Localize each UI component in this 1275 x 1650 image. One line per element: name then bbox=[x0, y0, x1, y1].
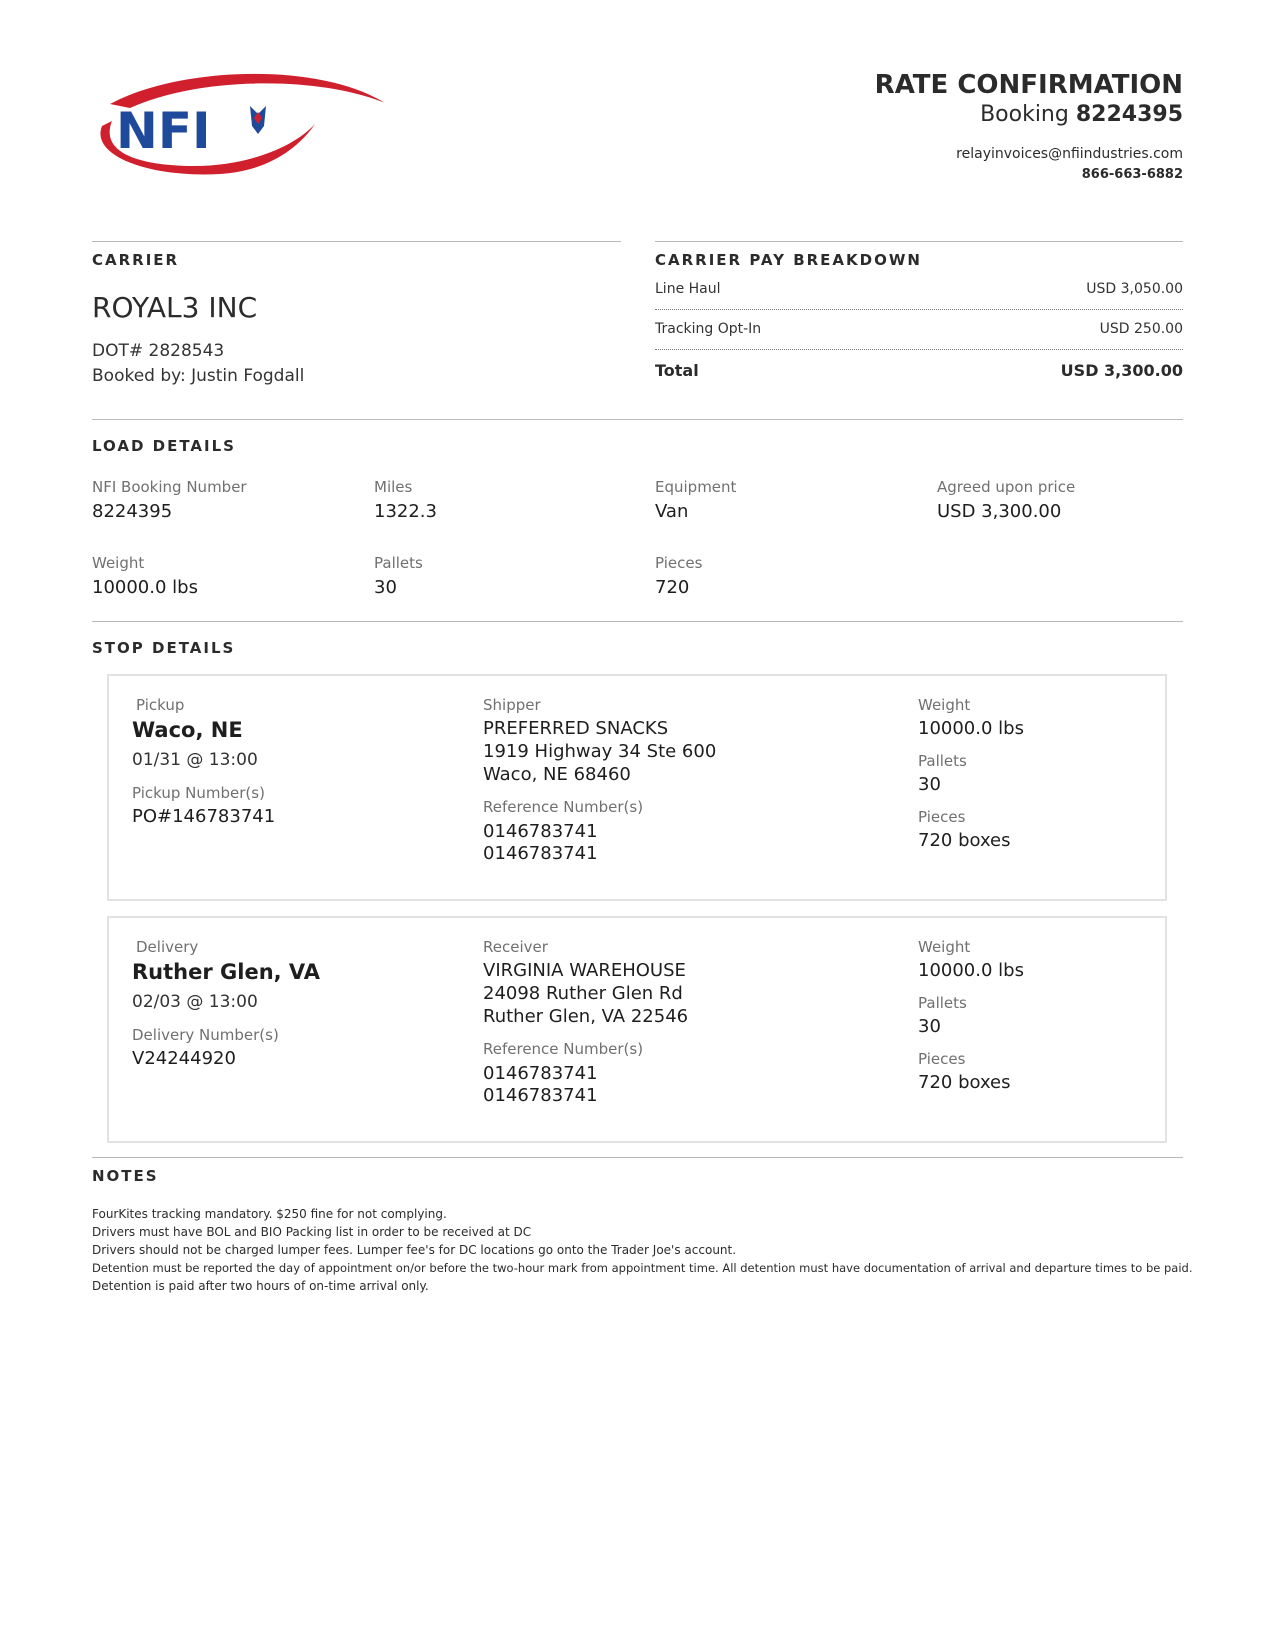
note-line: Drivers should not be charged lumper fees. Lumper fee's for DC locations go onto the Trader Joe's account. bbox=[92, 1243, 737, 1257]
delivery-pieces-label: Pieces bbox=[918, 1050, 966, 1068]
load-booking-value: 8224395 bbox=[92, 501, 173, 522]
carrier-name: ROYAL3 INC bbox=[92, 291, 258, 324]
shipper-address-line1: 1919 Highway 34 Ste 600 bbox=[483, 741, 717, 762]
carrier-dot: DOT# 2828543 bbox=[92, 341, 225, 361]
delivery-reference-1: 0146783741 bbox=[483, 1063, 598, 1084]
note-line: Detention must be reported the day of appointment on/or before the two-hour mark from appointment time. All detention must have documentation of arrival and departure times to be paid. bbox=[92, 1261, 1193, 1275]
load-equipment-value: Van bbox=[655, 501, 689, 522]
nfi-logo-graphic bbox=[90, 66, 390, 181]
shipper-label: Shipper bbox=[483, 696, 541, 714]
pickup-pieces: 720 boxes bbox=[918, 830, 1011, 851]
stops-section-title: STOP DETAILS bbox=[92, 639, 236, 657]
pickup-pallets-label: Pallets bbox=[918, 752, 967, 770]
delivery-stop-card bbox=[107, 916, 1167, 1143]
load-weight-value: 10000.0 lbs bbox=[92, 577, 198, 598]
pickup-reference-2: 0146783741 bbox=[483, 843, 598, 864]
pay-total-label: Total bbox=[655, 361, 699, 380]
delivery-reference-label: Reference Number(s) bbox=[483, 1040, 644, 1058]
document-title: RATE CONFIRMATION bbox=[874, 70, 1183, 100]
delivery-weight-label: Weight bbox=[918, 938, 971, 956]
load-booking-label: NFI Booking Number bbox=[92, 478, 247, 496]
pay-divider bbox=[655, 241, 1183, 242]
load-price-value: USD 3,300.00 bbox=[937, 501, 1062, 522]
notes-section-title: NOTES bbox=[92, 1167, 159, 1185]
pickup-stop-card bbox=[107, 674, 1167, 901]
pickup-reference-1: 0146783741 bbox=[483, 821, 598, 842]
delivery-number: V24244920 bbox=[132, 1048, 236, 1069]
delivery-city: Ruther Glen, VA bbox=[132, 960, 321, 984]
delivery-pallets: 30 bbox=[918, 1016, 941, 1037]
load-price-label: Agreed upon price bbox=[937, 478, 1076, 496]
notes-list bbox=[92, 1205, 1192, 1295]
notes-divider bbox=[92, 1157, 1183, 1158]
pay-row-line-haul bbox=[655, 281, 1183, 297]
load-equipment-label: Equipment bbox=[655, 478, 737, 496]
shipper-name: PREFERRED SNACKS bbox=[483, 718, 669, 739]
booking-number: 8224395 bbox=[1075, 102, 1183, 127]
load-pieces-value: 720 bbox=[655, 577, 690, 598]
pickup-weight-label: Weight bbox=[918, 696, 971, 714]
delivery-pieces: 720 boxes bbox=[918, 1072, 1011, 1093]
delivery-number-label: Delivery Number(s) bbox=[132, 1026, 279, 1044]
pickup-city: Waco, NE bbox=[132, 718, 243, 742]
pay-row-label: Line Haul bbox=[655, 281, 721, 297]
contact-email[interactable]: relayinvoices@nfiindustries.com bbox=[956, 146, 1183, 162]
pay-row-amount: USD 250.00 bbox=[1099, 321, 1183, 337]
receiver-label: Receiver bbox=[483, 938, 548, 956]
pay-row-label: Tracking Opt-In bbox=[655, 321, 762, 337]
delivery-datetime: 02/03 @ 13:00 bbox=[132, 992, 258, 1012]
delivery-pallets-label: Pallets bbox=[918, 994, 967, 1012]
pickup-number: PO#146783741 bbox=[132, 806, 276, 827]
pickup-pieces-label: Pieces bbox=[918, 808, 966, 826]
booking-prefix: Booking bbox=[980, 102, 1069, 127]
shipper-address-line2: Waco, NE 68460 bbox=[483, 764, 631, 785]
pay-row-separator bbox=[655, 309, 1183, 310]
nfi-logo bbox=[90, 66, 390, 181]
load-pallets-label: Pallets bbox=[374, 554, 423, 572]
pickup-type-label: Pickup bbox=[136, 696, 185, 714]
delivery-reference-2: 0146783741 bbox=[483, 1085, 598, 1106]
pay-total-amount: USD 3,300.00 bbox=[1060, 361, 1183, 380]
pickup-pallets: 30 bbox=[918, 774, 941, 795]
carrier-divider bbox=[92, 241, 621, 242]
pickup-weight: 10000.0 lbs bbox=[918, 718, 1024, 739]
receiver-address-line2: Ruther Glen, VA 22546 bbox=[483, 1006, 689, 1027]
note-line: Drivers must have BOL and BIO Packing list in order to be received at DC bbox=[92, 1225, 532, 1239]
delivery-weight: 10000.0 lbs bbox=[918, 960, 1024, 981]
svg-text:NFI: NFI bbox=[116, 102, 211, 160]
note-line: FourKites tracking mandatory. $250 fine for not complying. bbox=[92, 1207, 447, 1221]
load-divider bbox=[92, 419, 1183, 420]
receiver-address-line1: 24098 Ruther Glen Rd bbox=[483, 983, 683, 1004]
receiver-name: VIRGINIA WAREHOUSE bbox=[483, 960, 686, 981]
stops-divider bbox=[92, 621, 1183, 622]
load-pieces-label: Pieces bbox=[655, 554, 703, 572]
load-miles-label: Miles bbox=[374, 478, 413, 496]
pay-row-amount: USD 3,050.00 bbox=[1086, 281, 1183, 297]
carrier-booked-by: Booked by: Justin Fogdall bbox=[92, 366, 305, 386]
load-weight-label: Weight bbox=[92, 554, 145, 572]
carrier-section-title: CARRIER bbox=[92, 251, 180, 269]
pay-total-row bbox=[655, 361, 1183, 380]
pay-section-title: CARRIER PAY BREAKDOWN bbox=[655, 251, 922, 269]
pickup-reference-label: Reference Number(s) bbox=[483, 798, 644, 816]
pay-row-tracking bbox=[655, 321, 1183, 337]
contact-phone: 866-663-6882 bbox=[1081, 167, 1183, 182]
load-section-title: LOAD DETAILS bbox=[92, 437, 236, 455]
load-miles-value: 1322.3 bbox=[374, 501, 437, 522]
pickup-number-label: Pickup Number(s) bbox=[132, 784, 265, 802]
delivery-type-label: Delivery bbox=[136, 938, 199, 956]
booking-line bbox=[980, 102, 1183, 127]
pickup-datetime: 01/31 @ 13:00 bbox=[132, 750, 258, 770]
pay-row-separator bbox=[655, 349, 1183, 350]
load-pallets-value: 30 bbox=[374, 577, 397, 598]
note-line: Detention is paid after two hours of on-time arrival only. bbox=[92, 1279, 429, 1293]
